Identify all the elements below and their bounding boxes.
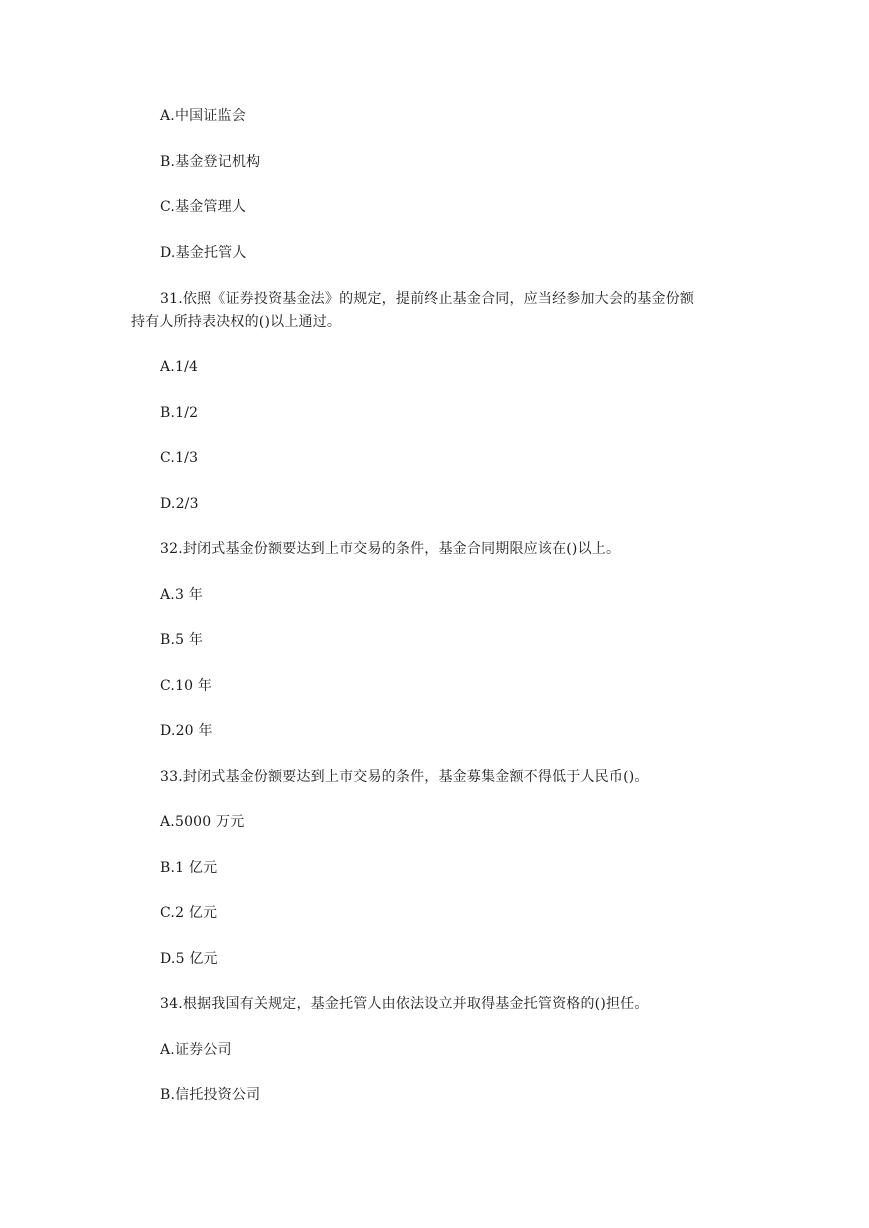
option-a: A.中国证监会 (160, 108, 246, 124)
question-34-option-b: B.信托投资公司 (160, 1087, 261, 1103)
question-33-option-a: A.5000 万元 (160, 814, 245, 830)
option-d: D.基金托管人 (160, 245, 247, 261)
question-32: 32.封闭式基金份额要达到上市交易的条件，基金合同期限应该在()以上。 (160, 541, 621, 557)
question-32-option-a: A.3 年 (160, 587, 203, 603)
question-31-line-1: 31.依照《证券投资基金法》的规定，提前终止基金合同，应当经参加大会的基金份额 (160, 291, 695, 307)
question-31-line-2: 持有人所持表决权的()以上通过。 (131, 314, 342, 330)
option-b: B.基金登记机构 (160, 154, 261, 170)
question-33-option-c: C.2 亿元 (160, 905, 218, 921)
question-33: 33.封闭式基金份额要达到上市交易的条件，基金募集金额不得低于人民币()。 (160, 769, 649, 785)
question-31-option-a: A.1/4 (160, 359, 199, 375)
question-32-option-b: B.5 年 (160, 632, 204, 648)
question-34-option-a: A.证券公司 (160, 1042, 232, 1058)
question-32-option-c: C.10 年 (160, 678, 213, 694)
question-31-option-b: B.1/2 (160, 405, 199, 421)
question-31-option-c: C.1/3 (160, 450, 199, 466)
question-32-option-d: D.20 年 (160, 723, 213, 739)
question-31-option-d: D.2/3 (160, 496, 199, 512)
question-34: 34.根据我国有关规定，基金托管人由依法设立并取得基金托管资格的()担任。 (160, 996, 649, 1012)
option-c: C.基金管理人 (160, 199, 247, 215)
question-33-option-d: D.5 亿元 (160, 951, 218, 967)
question-33-option-b: B.1 亿元 (160, 860, 218, 876)
